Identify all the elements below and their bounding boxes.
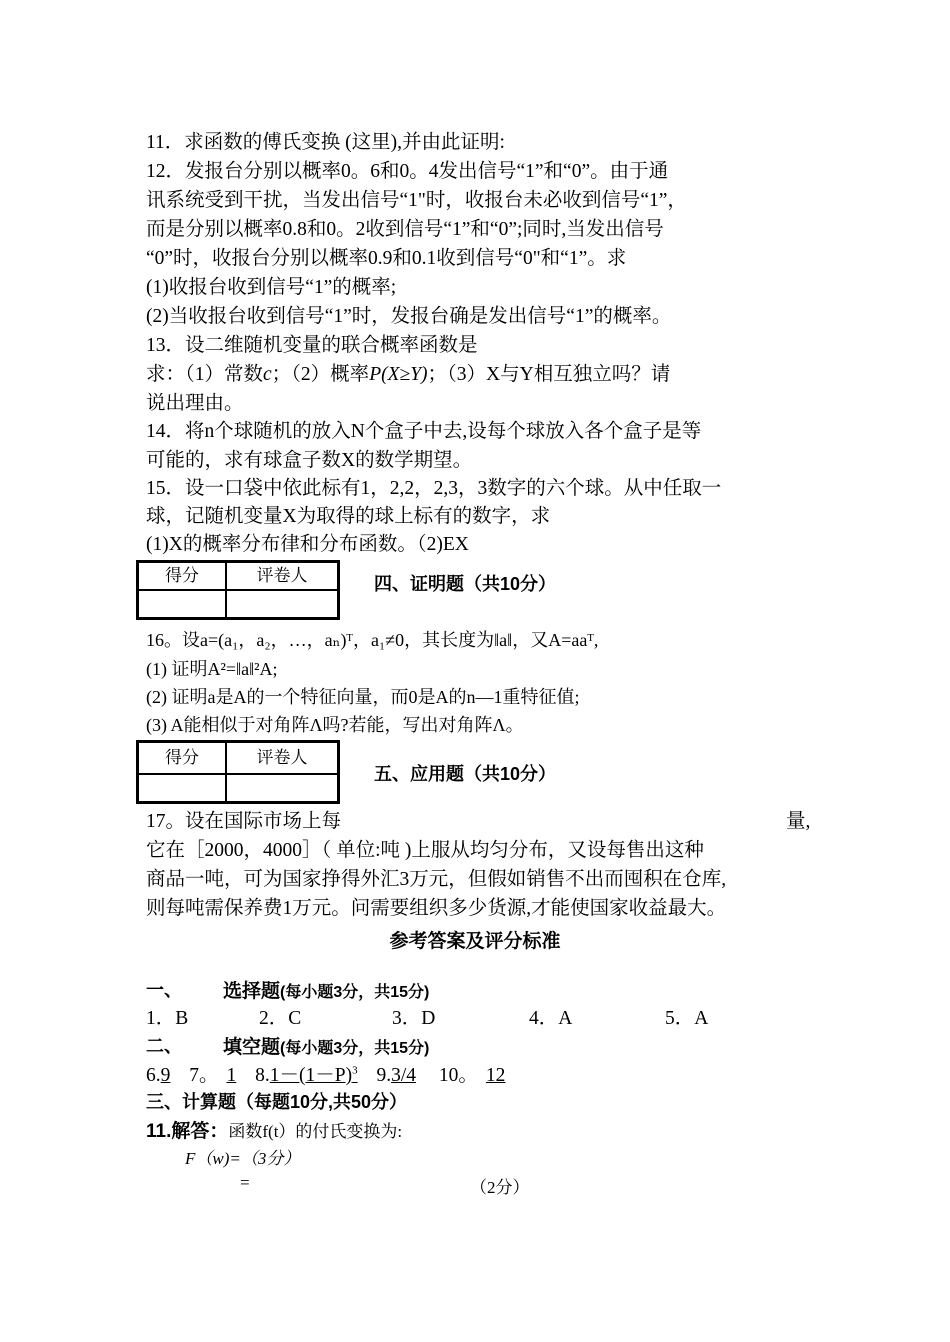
answer-section-2-num: 二、 <box>146 1036 182 1056</box>
answer-11 <box>146 1116 402 1143</box>
answer-section-1-note: (每小题3分，共15分) <box>280 984 430 1001</box>
mc-answer: 5．A <box>665 1008 709 1029</box>
fill-8-exponent: 3 <box>352 1064 358 1077</box>
answer-section-2-note: (每小题3分，共15分) <box>280 1040 430 1057</box>
problem-13-line: 说出理由。 <box>146 393 244 414</box>
fill-7-label: 7。 <box>189 1065 219 1086</box>
p13-q1: 求：（1）常数 <box>146 364 264 385</box>
mc-answer: 4．A <box>529 1008 573 1029</box>
answer-11-text: 函数f(t）的付氏变换为: <box>228 1122 403 1141</box>
fill-8-label: 8. <box>255 1065 270 1086</box>
problem-14-line: 14．将n个球随机的放入N个盒子中去,设每个球放入各个盒子是等 <box>146 421 702 442</box>
fill-6-label: 6. <box>146 1065 161 1086</box>
problem-16-line: 16。设a=(a₁，a₂，…，aₙ)ᵀ，a₁≠0，其长度为‖a‖，又A=aaᵀ, <box>146 630 599 650</box>
problem-12-line: 而是分别以概率0.8和0。2收到信号“1”和“0”;同时,当发出信号 <box>146 219 664 240</box>
p13-p: P(X≥Y) <box>369 364 428 385</box>
fill-6-answer: 9 <box>160 1065 171 1086</box>
answer-11-fw: F（w)=（3分） <box>185 1149 301 1168</box>
problem-16-part-2: (2) 证明a是A的一个特征向量，而0是A的n—1重特征值; <box>146 687 580 707</box>
problem-17-line: 它在［2000，4000］（ 单位:吨 )上服从均匀分布，又设每售出这种 <box>146 840 704 861</box>
mc-answer: 3．D <box>392 1008 436 1029</box>
answer-section-1-title <box>223 976 429 1003</box>
problem-12-part-1: (1)收报台收到信号“1”的概率; <box>146 277 397 298</box>
score-header: 得分 <box>165 748 199 767</box>
problem-17-line: 则每吨需保养费1万元。问需要组织多少货源,才能使国家收益最大。 <box>146 898 727 919</box>
answer-11-label: 11.解答： <box>146 1121 229 1142</box>
mc-answer: 2．C <box>259 1008 302 1029</box>
fill-10-label: 10。 <box>438 1065 478 1086</box>
answer-11-equals: = <box>240 1173 250 1192</box>
grader-header: 评卷人 <box>256 566 308 585</box>
problem-17-line: 17。设在国际市场上每 <box>146 811 342 832</box>
p13-c: c <box>263 364 272 385</box>
answer-section-1-label: 选择题 <box>223 981 281 1002</box>
grader-header: 评卷人 <box>256 748 308 767</box>
section-5-title: 五、应用题（共10分） <box>374 764 557 784</box>
score-table <box>136 740 340 804</box>
section-4-title: 四、证明题（共10分） <box>374 574 557 594</box>
mc-answer: 1．B <box>146 1008 189 1029</box>
answers-title: 参考答案及评分标准 <box>389 931 561 952</box>
problem-15-line: 球，记随机变量X为取得的球上标有的数字，求 <box>146 506 551 527</box>
fill-9-answer: 3/4 <box>391 1065 417 1086</box>
problem-12-line: 讯系统受到干扰，当发出信号“1"时，收报台未必收到信号“1”， <box>146 190 687 211</box>
p13-q3: ；（3）X与Y相互独立吗？请 <box>427 364 671 385</box>
score-header: 得分 <box>165 566 199 585</box>
problem-12-line: 12．发报台分别以概率0。6和0。4发出信号“1”和“0”。由于通 <box>146 161 669 182</box>
p13-q2: ；（2）概率 <box>271 364 370 385</box>
problem-14-line: 可能的，求有球盒子数X的数学期望。 <box>146 450 473 471</box>
problem-11: 11．求函数的傅氏变换 (这里),并由此证明: <box>146 132 505 153</box>
answer-section-3-title: 三、计算题（每题10分,共50分） <box>146 1092 408 1112</box>
answer-section-2-label: 填空题 <box>223 1037 281 1058</box>
answer-section-1-num: 一、 <box>146 980 182 1000</box>
fill-answers <box>146 1059 505 1087</box>
fill-10-answer: 12 <box>485 1065 506 1086</box>
problem-12-line: “0”时，收报台分别以概率0.9和0.1收到信号“0"和“1”。求 <box>146 248 627 269</box>
problem-13-questions <box>146 363 670 387</box>
problem-12-part-2: (2)当收报台收到信号“1”时，发报台确是发出信号“1”的概率。 <box>146 306 672 327</box>
fill-7-answer: 1 <box>226 1065 237 1086</box>
answer-11-points: （2分） <box>470 1178 530 1197</box>
fill-8-expr: 1－(1－P) <box>269 1065 353 1086</box>
score-table <box>136 560 340 620</box>
problem-16-part-1: (1) 证明A²=‖a‖²A; <box>146 659 278 679</box>
problem-16-part-3: (3) A能相似于对角阵Λ吗?若能，写出对角阵Λ。 <box>146 715 524 735</box>
fill-9-label: 9. <box>376 1065 392 1086</box>
fill-8-answer <box>270 1065 358 1086</box>
problem-17-line-end: 量, <box>786 811 811 832</box>
answer-section-2-title <box>223 1032 429 1059</box>
problem-15-line: 15．设一口袋中依此标有1，2,2，2,3，3数字的六个球。从中任取一 <box>146 478 722 499</box>
problem-15-line: (1)X的概率分布律和分布函数。（2)EX <box>146 534 469 555</box>
problem-17-line: 商品一吨，可为国家挣得外汇3万元，但假如销售不出而囤积在仓库, <box>146 869 727 890</box>
problem-13: 13．设二维随机变量的联合概率函数是 <box>146 335 478 356</box>
